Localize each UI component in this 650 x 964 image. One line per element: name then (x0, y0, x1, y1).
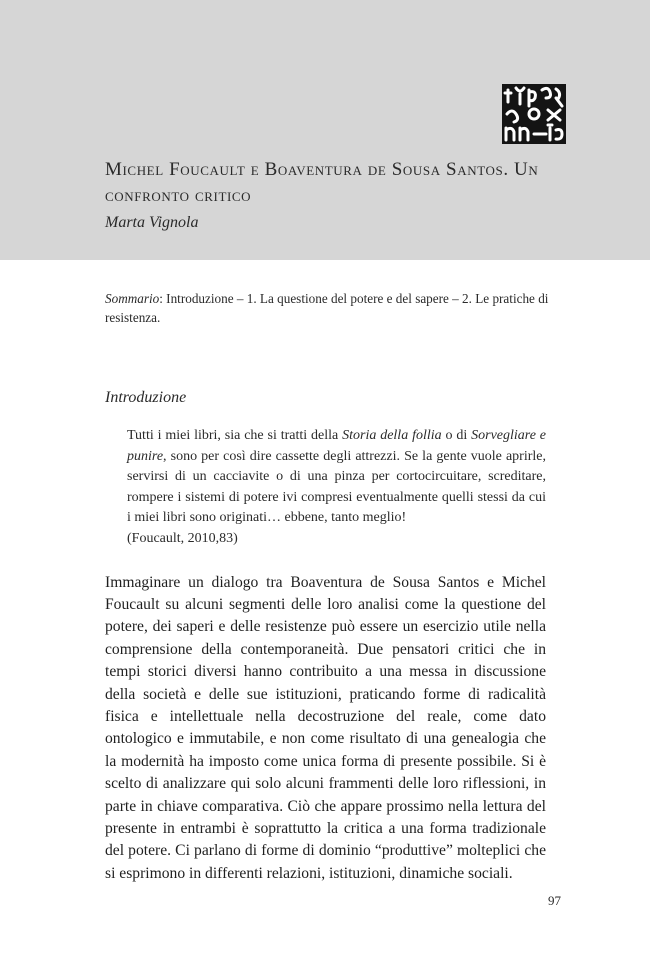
author-name: Marta Vignola (105, 214, 199, 231)
summary-text: : Introduzione – 1. La questione del potere e del sapere – 2. Le pratiche di resistenza. (105, 291, 549, 325)
block-quote (127, 426, 546, 549)
quote-work-title-2: Sorvegliare e punire (127, 428, 547, 464)
section-heading: Introduzione (105, 389, 187, 406)
quote-citation: (Foucault, 2010,83) (127, 530, 238, 546)
header-band (0, 0, 650, 260)
body-paragraph: Immaginare un dialogo tra Boaventura de Sousa Santos e Michel Foucault su alcuni segmenti delle loro analisi come la questione del potere, dei saperi e delle resistenze può essere un esercizio utile nella comprensione della contemporaneità. Due pensatori critici che in tempi storici diversi hanno contribuito a una messa in discussione della società e delle sue istituzioni, praticando forme di radicalità fisica e intellettuale nella decostruzione del reale, come dato ontologico e immutabile, e non come risultato di una genealogia che la modernità ha imposto come unica forma di presente possibile. Si è scelto di analizzare qui solo alcuni frammenti delle loro riflessioni, in parte in chiave comparativa. Ciò che appare prossimo nella lettura del presente in entrambi è soprattutto la critica a una forma tradizionale del potere. Ci parlano di forme di dominio “produttive” molteplici che si esprimono in differenti relazioni, istituzioni, dinamiche sociali. (105, 573, 546, 882)
quote-text-part2: o di (441, 428, 472, 443)
typographic-logo-icon (502, 84, 566, 144)
article-title: Michel Foucault e Boaventura de Sousa Santos. Un confronto critico (105, 159, 539, 206)
page-number: 97 (548, 893, 561, 908)
typographic-logo-graphic (502, 84, 566, 144)
summary-label: Sommario (105, 291, 160, 306)
quote-work-title-1: Storia della follia (342, 428, 442, 443)
quote-text-part1: Tutti i miei libri, sia che si tratti della (127, 428, 343, 443)
summary (105, 289, 555, 327)
quote-text-part3: , sono per così dire cassette degli attrezzi. Se la gente vuole aprirle, servirsi di un cacciavite o di una pinza per cortocircuitare, screditare, rompere i sistemi di potere ivi compresi eventualmente quelli stessi da cui i miei libri sono originati… ebbene, tanto meglio! (127, 448, 546, 525)
